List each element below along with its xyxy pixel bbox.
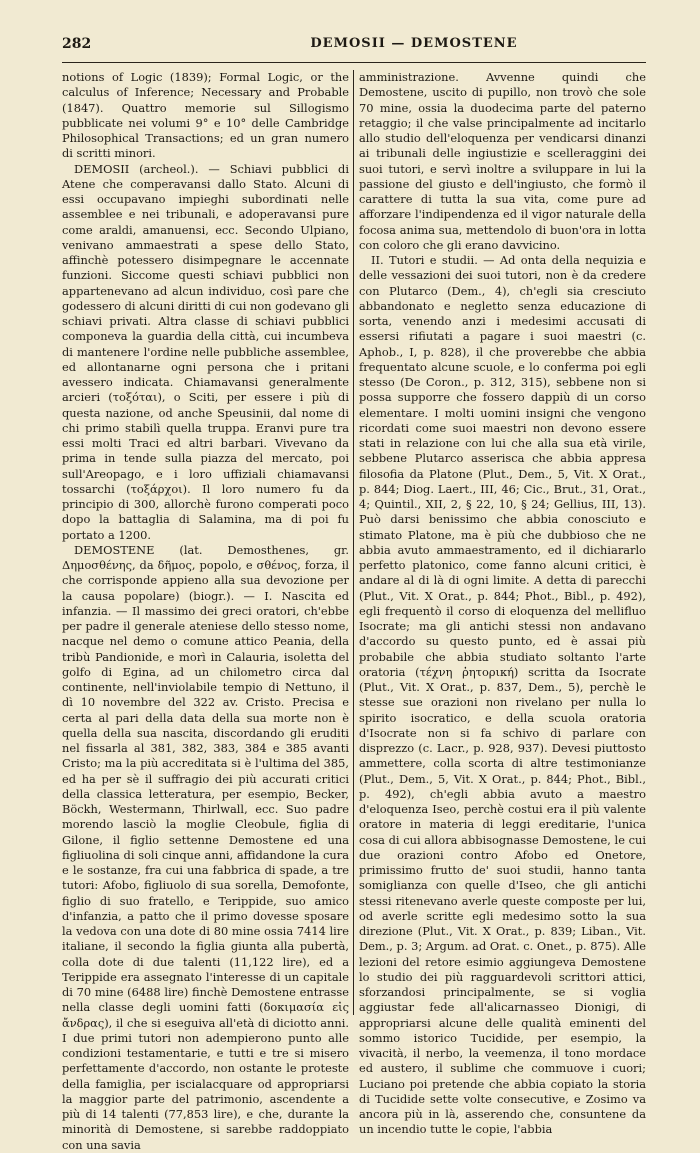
paragraph-amministrazione: amministrazione. Avvenne quindi che Demostene, uscito di pupillo, non trovò che sole 70 mine, ossia la duodecima parte del paterno retaggio; il che valse principalmente ad incitarlo allo studio dell'eloquenza per vendicarsi dinanzi ai tribunali delle ingiustizie e scelleraggini dei suoi tutori, e servì inoltre a sviluppare in lui la passione del giusto e dell'ingiusto, che formò il carattere di tutta la sua vita, come pure ad afforzare l'indipendenza ed il vigor naturale della focosa anima sua, mettendolo di buon'ora in lotta con coloro che gli erano davvicino. bbox=[359, 70, 646, 252]
running-head: DEMOSII — DEMOSTENE bbox=[310, 36, 518, 51]
text-columns bbox=[62, 70, 646, 1152]
section-tutori-e-studii: II. Tutori e studii. — Ad onta della nequizia e delle vessazioni dei suoi tutori, non è da credere con Plutarco (Dem., 4), ch'egli sia cresciuto abbandonato e negletto senza educazione di sorta, venendo anzi i medesimi accusati di essersi rifiutati a pagare i suoi maestri (c. Aphob., I, p. 828), il che proverebbe che abbia frequentato alcune scuole, e lo conferma poi egli stesso (De Coron., p. 312, 315), sebbene non si possa supporre che fossero dappiù di un corso elementare. I molti uomini insigni che vengono ricordati come suoi maestri non devono essere stati in relazione con lui che alla sua età virile, sebbene Plutarco asserisca che abbia appresa filosofia da Platone (Plut., Dem., 5, Vit. X Orat., p. 844; Diog. Laert., III, 46; Cic., Brut., 31, Orat., 4; Quintil., XII, 2, § 22, 10, § 24; Gellius, III, 13). Può darsi benissimo che abbia conosciuto e stimato Platone, ma è più che dubbioso che ne abbia avuto ammaestramento, ed il dichiararlo perfetto platonico, come fanno alcuni critici, è andare al di là di ogni limite. A detta di parecchi (Plut., Vit. X Orat., p. 844; Phot., Bibl., p. 492), egli frequentò il corso di eloquenza del mellifluo Isocrate; ma gli antichi stessi non andavano d'accordo su questo punto, ed è assai più probabile che abbia studiato soltanto l'arte oratoria (τέχνη ῥητορική) scritta da Isocrate (Plut., Vit. X Orat., p. 837, Dem., 5), perchè le stesse sue orazioni non rivelano per nulla lo spirito isocratico, e della scuola oratoria d'Isocrate non si fa schivo di parlare con disprezzo (c. Lacr., p. 928, 937). Devesi piuttosto ammettere, colla scorta di altre testimonianze (Plut., Dem., 5, Vit. X Orat., p. 844; Phot., Bibl., p. 492), ch'egli abbia avuto a maestro d'eloquenza Iseo, perchè costui era il più valente oratore in materia di leggi ereditarie, l'unica cosa di cui allora abbisognasse Demostene, le cui due orazioni contro Afobo ed Onetore, primissimo frutto de' suoi studii, hanno tanta somiglianza con quelle d'Iseo, che gli antichi stessi ritenevano averle queste composte per lui, od averle scritte egli medesimo sotto la sua direzione (Plut., Vit. X Orat., p. 839; Liban., Vit. Dem., p. 3; Argum. ad Orat. c. Onet., p. 875). Alle lezioni del retore esimio aggiungeva Demostene lo studio dei più ragguardevoli scrittori attici, sforzandosi principalmente, se si voglia aggiustar fede all'alicarnasseo Dionigi, di appropriarsi alcune delle qualità eminenti del sommo istorico Tucidide, per esempio, la vivacità, il nerbo, la veemenza, il tono mordace ed austero, il sublime che commuove i cuori; Luciano poi pretende che abbia copiato la storia di Tucidide sette volte consecutive, e Zosimo va ancora più in là, asserendo che, consuntene da un incendio tutte le copie, l'abbia bbox=[359, 253, 646, 1137]
page-header bbox=[62, 36, 646, 56]
entry-demostene: DEMOSTENE (lat. Demosthenes, gr. Δημοσθένης, da δῆμος, popolo, e σθένος, forza, il che corrisponde appieno alla sua devozione per la causa popolare) (biogr.). — I. Nascita ed infanzia. — Il massimo dei greci oratori, ch'ebbe per padre il generale ateniese dello stesso nome, nacque nel demo o comune attico Peania, della tribù Pandionide, e morì in Calauria, isoletta del golfo di Egina, ad un chilometro circa dal continente, nell'inviolabile tempio di Nettuno, il dì 10 novembre del 322 av. Cristo. Precisa e certa al pari della data della sua morte non è quella della sua nascita, discordando gli eruditi nel fissarla al 381, 382, 383, 384 e 385 avanti Cristo; ma la più accreditata si è l'ultima del 385, ed ha per sè il suffragio dei più accurati critici della classica letteratura, per esempio, Becker, Böckh, Westermann, Thirlwall, ecc. Suo padre morendo lasciò la moglie Cleobule, figlia di Gilone, il figlio settenne Demostene ed una figliuolina di soli cinque anni, affidandone la cura e le sostanze, fra cui una fabbrica di spade, a tre tutori: Afobo, figliuolo di sua sorella, Demofonte, figlio di suo fratello, e Terippide, suo amico d'infanzia, a patto che il primo dovesse sposare la vedova con una dote di 80 mine ossia 7414 lire italiane, il secondo la figlia giunta alla pubertà, colla dote di due talenti (11,122 lire), ed a Terippide era assegnato l'interesse di un capitale di 70 mine (6488 lire) finchè Demostene entrasse nella classe degli uomini fatti (δοκιμασία εἰς ἄνδρας), il che si eseguiva all'età di diciotto anni. I due primi tutori non adempierono punto alle condizioni testamentarie, e tutti e tre si misero perfettamente d'accordo, non ostante le proteste della famiglia, per iscialacquare od appropriarsi la maggior parte del patrimonio, ascendente a più di 14 talenti (77,853 lire), e che, durante la minorità di Demostene, si sarebbe raddoppiato con una savia bbox=[62, 542, 349, 1152]
page-number: 282 bbox=[62, 36, 92, 52]
header-rule bbox=[62, 62, 646, 63]
right-column bbox=[359, 70, 646, 1137]
entry-demosii: DEMOSII (archeol.). — Schiavi pubblici di Atene che comperavansi dallo Stato. Alcuni di essi occupavano impieghi subordinati nelle assemblee e nei tribunali, e adoperavansi pure come araldi, amanuensi, ecc. Secondo Ulpiano, venivano ammaestrati a spese dello Stato, affinchè potessero disimpegnare le accennate funzioni. Siccome questi schiavi pubblici non appartenevano ad alcun individuo, così pare che godessero di alcuni diritti di cui non godevano gli schiavi privati. Altra classe di schiavi pubblici componeva la guardia della città, cui incumbeva di mantenere l'ordine nelle pubbliche assemblee, ed allontanarne ogni persona che i pritani avessero indicata. Chiamavansi generalmente arcieri (τοξόται), o Sciti, per essere i più di questa nazione, od anche Speusinii, dal nome di chi primo stabilì quella truppa. Eranvi pure tra essi molti Traci ed altri barbari. Vivevano da prima in tende sulla piazza del mercato, poi sull'Areopago, e i loro uffiziali chiamavansi tossarchi (τοξάρχοι). Il loro numero fu da principio di 300, allorchè furono comperati poco dopo la battaglia di Salamina, ma di poi fu portato a 1200. bbox=[62, 161, 349, 542]
left-column bbox=[62, 70, 349, 1152]
column-divider bbox=[353, 70, 354, 1015]
paragraph-logic-works: notions of Logic (1839); Formal Logic, or the calculus of Inference; Necessary and Probable (1847). Quattro memorie sul Sillogismo pubblicate nei volumi 9° e 10° delle Cambridge Philosophical Transactions; ed un gran numero di scritti minori. bbox=[62, 70, 349, 161]
